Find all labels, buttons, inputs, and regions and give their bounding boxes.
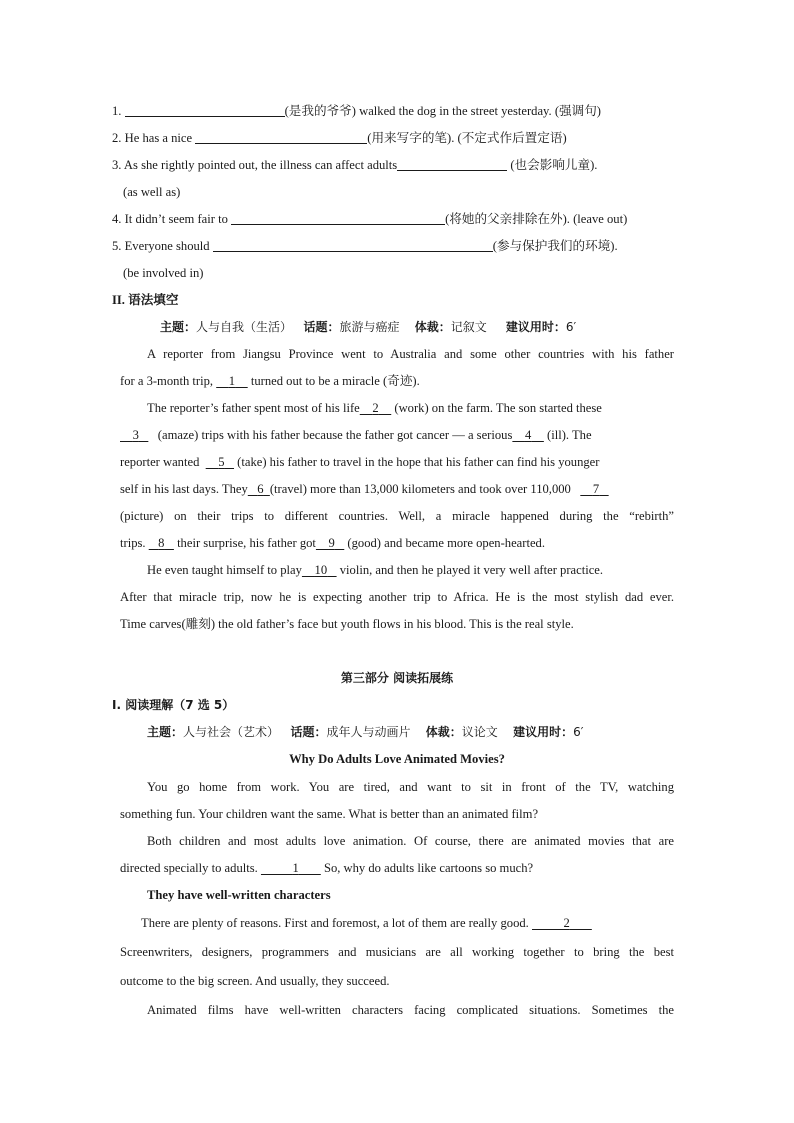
paragraph-line: for a 3-month trip, 1 turned out to be a miracle (奇迹). xyxy=(120,374,420,388)
blank-2[interactable]: 2 xyxy=(372,401,379,415)
paragraph-line: There are plenty of reasons. First and foremost, a lot of them are really good. 2 xyxy=(141,915,592,931)
exercise-item-5: 5. Everyone should (参与保护我们的环境). xyxy=(112,239,618,253)
paragraph-line: outcome to the big screen. And usually, they succeed. xyxy=(120,974,390,988)
paragraph-line: Animated films have well-written characters facing complicated situations. Sometimes the xyxy=(147,1003,674,1017)
paragraph-line: You go home from work. You are tired, and want to sit in front of the TV, watching xyxy=(147,780,674,794)
article-title: Why Do Adults Love Animated Movies? xyxy=(289,752,505,766)
section-heading-reading: I. 阅读理解（7 选 5） xyxy=(112,698,235,712)
paragraph-line: self in his last days. They 6 (travel) more than 13,000 kilometers and took over 110,000 7 xyxy=(120,481,609,497)
paragraph-line: trips. 8 their surprise, his father got 9 (good) and became more open-hearted. xyxy=(120,536,545,550)
blank-3[interactable]: 3 xyxy=(132,428,139,442)
exercise-item-2: 2. He has a nice (用来写字的笔). (不定式作后置定语) xyxy=(112,131,567,145)
answer-blank[interactable] xyxy=(231,211,445,225)
blank-10[interactable]: 10 xyxy=(314,563,328,577)
blank-9[interactable]: 9 xyxy=(328,536,335,550)
paragraph-line: After that miracle trip, now he is expecting another trip to Africa. He is the most stylish dad ever. xyxy=(120,590,674,604)
exercise-hint-5: (be involved in) xyxy=(123,266,204,280)
reading-blank-2[interactable]: 2 xyxy=(563,916,570,930)
blank-6[interactable]: 6 xyxy=(257,482,264,496)
part-title: 第三部分 阅读拓展练 xyxy=(340,671,454,685)
paragraph-line: (picture) on their trips to different countries. Well, a miracle happened during the “rebirth” xyxy=(120,509,674,523)
paragraph-line: reporter wanted 5 (take) his father to travel in the hope that his father can find his younger xyxy=(120,455,600,469)
paragraph-line: Time carves(雕刻) the old father’s face but youth flows in his blood. This is the real style. xyxy=(120,617,574,631)
blank-8[interactable]: 8 xyxy=(158,536,165,550)
exercise-item-3: 3. As she rightly pointed out, the illness can affect adults (也会影响儿童). xyxy=(112,158,598,172)
paragraph-line: 3 (amaze) trips with his father because the father got cancer — a serious 4 (ill). The xyxy=(120,427,592,443)
paragraph-line: Screenwriters, designers, programmers and musicians are all working together to bring the best xyxy=(120,945,674,959)
answer-blank[interactable] xyxy=(195,130,367,144)
blank-4[interactable]: 4 xyxy=(524,428,532,442)
grammar-meta: 主题：人与自我（生活） 话题：旅游与癌症 体裁：记叙文 建议用时：6′ xyxy=(160,320,577,334)
paragraph-line: He even taught himself to play 10 violin, and then he played it very well after practice. xyxy=(147,563,604,577)
exercise-item-4: 4. It didn’t seem fair to (将她的父亲排除在外). (leave out) xyxy=(112,212,628,226)
paragraph-line: Both children and most adults love animation. Of course, there are animated movies that are xyxy=(147,834,674,848)
blank-1[interactable]: 1 xyxy=(228,374,236,388)
answer-blank[interactable] xyxy=(125,103,285,117)
exercise-item-1: 1. (是我的爷爷) walked the dog in the street yesterday. (强调句) xyxy=(112,104,602,118)
paragraph-line: The reporter’s father spent most of his life 2 (work) on the farm. The son started these xyxy=(147,401,602,415)
exercise-hint-3: (as well as) xyxy=(123,185,181,199)
answer-blank[interactable] xyxy=(397,157,507,171)
paragraph-line: directed specially to adults. 1 So, why do adults like cartoons so much? xyxy=(120,861,534,875)
subheading: They have well-written characters xyxy=(147,888,331,902)
paragraph-line: something fun. Your children want the same. What is better than an animated film? xyxy=(120,807,539,821)
reading-meta: 主题：人与社会（艺术） 话题：成年人与动画片 体裁：议论文 建议用时：6′ xyxy=(147,725,584,739)
section-heading-grammar: II. 语法填空 xyxy=(112,293,179,307)
reading-blank-1[interactable]: 1 xyxy=(292,861,299,875)
blank-5[interactable]: 5 xyxy=(218,455,225,469)
answer-blank[interactable] xyxy=(213,238,493,252)
blank-7[interactable]: 7 xyxy=(592,482,600,496)
paragraph-line: A reporter from Jiangsu Province went to Australia and some other countries with his father xyxy=(147,347,674,361)
